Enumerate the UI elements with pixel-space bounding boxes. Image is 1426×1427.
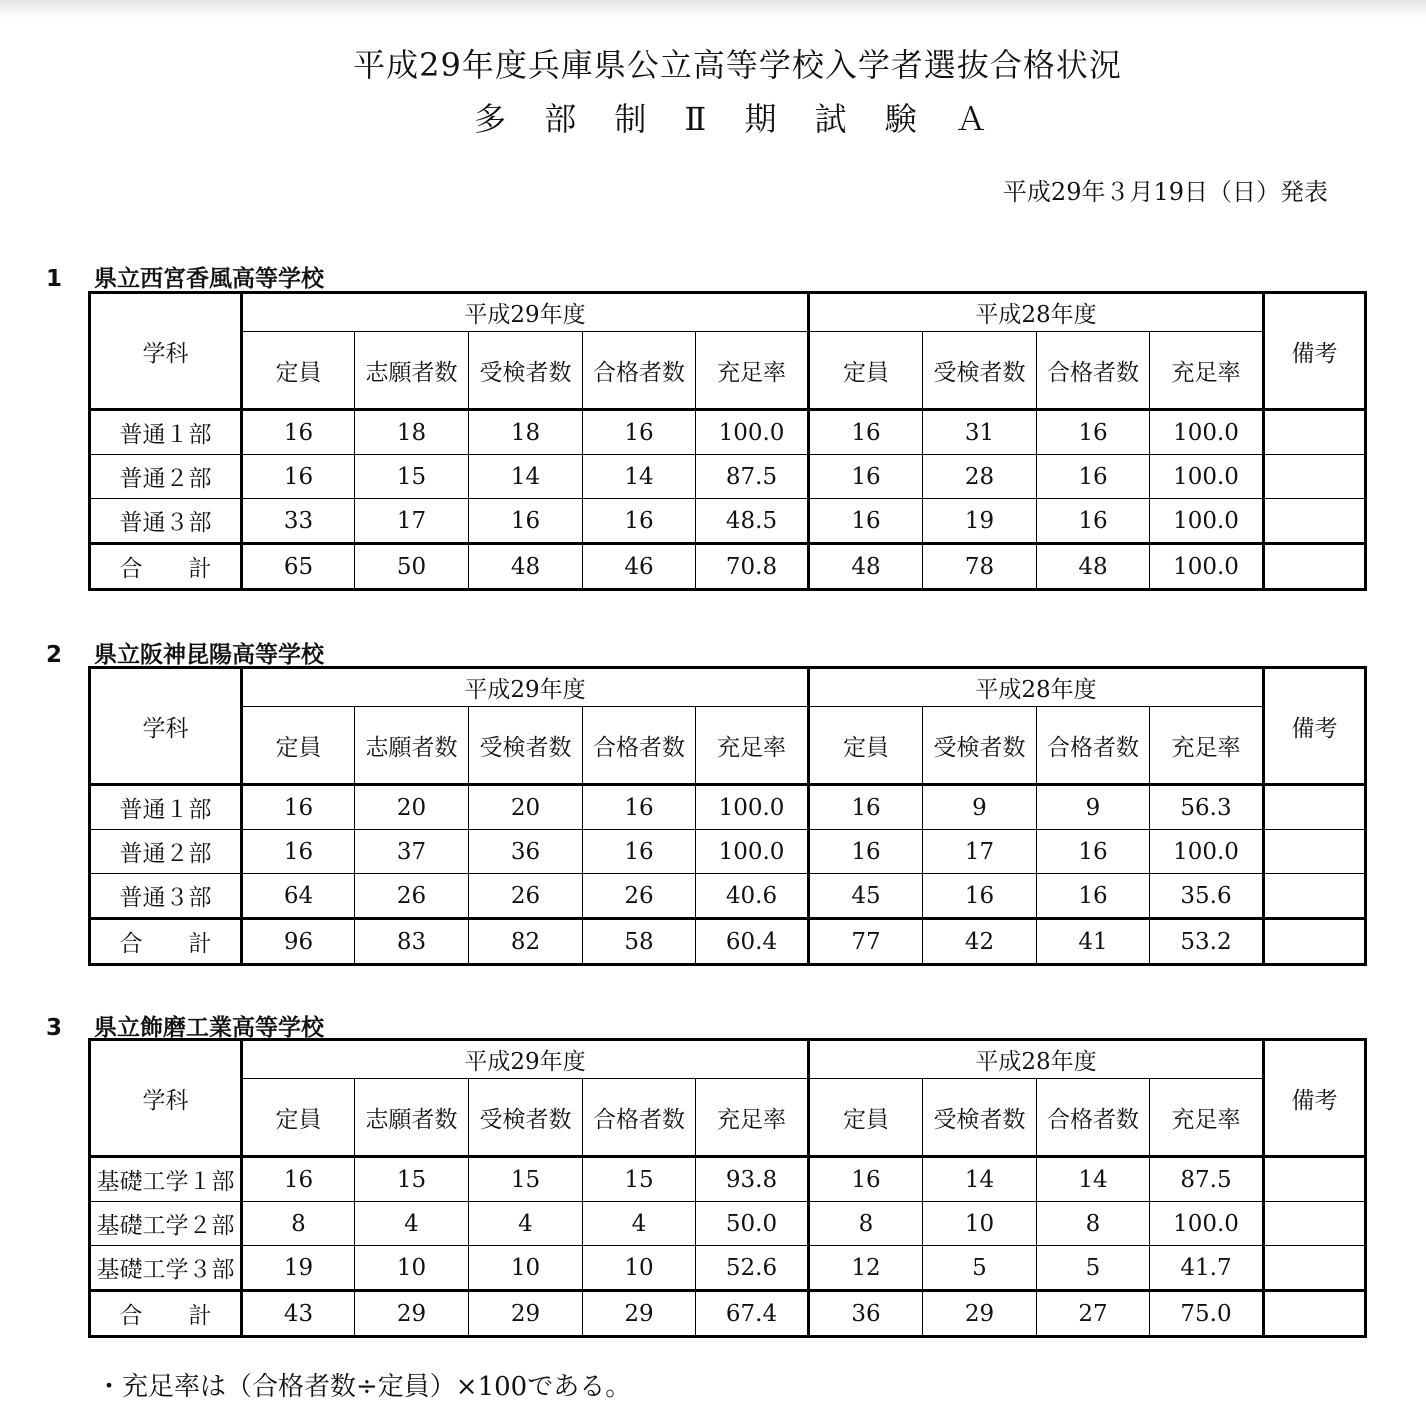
cell-subject: 合 計 (90, 919, 242, 965)
cell-current: 52.6 (696, 1246, 809, 1291)
cell-subject: 普通１部 (90, 410, 242, 455)
cell-remarks (1264, 1157, 1366, 1202)
school-number: 3 (46, 1015, 63, 1041)
header-teiin: 定員 (242, 1079, 355, 1157)
cell-current: 100.0 (696, 410, 809, 455)
cell-current: 14 (583, 455, 696, 499)
header-year-previous: 平成28年度 (809, 1040, 1264, 1079)
cell-previous: 16 (1037, 499, 1150, 544)
cell-current: 60.4 (696, 919, 809, 965)
cell-remarks (1264, 785, 1366, 830)
table-row (90, 830, 1366, 874)
cell-current: 48.5 (696, 499, 809, 544)
table-row (90, 410, 1366, 455)
cell-previous: 16 (809, 499, 923, 544)
header-prev-juken: 受検者数 (923, 332, 1037, 410)
cell-current: 18 (469, 410, 583, 455)
header-prev-teiin: 定員 (809, 1079, 923, 1157)
cell-previous: 12 (809, 1246, 923, 1291)
top-shade (0, 0, 1426, 18)
cell-current: 29 (583, 1291, 696, 1337)
cell-current: 100.0 (696, 785, 809, 830)
cell-previous: 8 (809, 1202, 923, 1246)
cell-remarks (1264, 919, 1366, 965)
result-table (88, 291, 1367, 591)
cell-current: 26 (469, 874, 583, 919)
header-juken: 受検者数 (469, 707, 583, 785)
cell-current: 26 (583, 874, 696, 919)
cell-previous: 45 (809, 874, 923, 919)
cell-subject: 普通３部 (90, 499, 242, 544)
cell-current: 4 (469, 1202, 583, 1246)
header-year-previous: 平成28年度 (809, 668, 1264, 707)
cell-current: 83 (355, 919, 469, 965)
cell-current: 65 (242, 544, 355, 590)
cell-remarks (1264, 499, 1366, 544)
cell-current: 87.5 (696, 455, 809, 499)
cell-previous: 53.2 (1150, 919, 1264, 965)
cell-current: 16 (242, 830, 355, 874)
cell-current: 20 (355, 785, 469, 830)
page-title: 平成29年度兵庫県公立高等学校入学者選抜合格状況 (353, 46, 1122, 84)
cell-previous: 16 (1037, 410, 1150, 455)
cell-remarks (1264, 1202, 1366, 1246)
cell-previous: 16 (1037, 455, 1150, 499)
cell-current: 50.0 (696, 1202, 809, 1246)
cell-previous: 100.0 (1150, 1202, 1264, 1246)
header-subject: 学科 (90, 668, 242, 785)
cell-remarks (1264, 830, 1366, 874)
cell-previous: 14 (1037, 1157, 1150, 1202)
cell-subject: 普通２部 (90, 830, 242, 874)
cell-previous: 8 (1037, 1202, 1150, 1246)
cell-previous: 16 (923, 874, 1037, 919)
header-prev-goukaku: 合格者数 (1037, 332, 1150, 410)
header-remarks: 備考 (1264, 668, 1366, 785)
header-prev-jusoku: 充足率 (1150, 332, 1264, 410)
cell-previous: 100.0 (1150, 455, 1264, 499)
cell-current: 43 (242, 1291, 355, 1337)
school-number: 1 (46, 266, 63, 292)
cell-current: 33 (242, 499, 355, 544)
cell-previous: 9 (1037, 785, 1150, 830)
cell-subject: 合 計 (90, 1291, 242, 1337)
cell-previous: 16 (1037, 874, 1150, 919)
cell-current: 10 (355, 1246, 469, 1291)
table-row (90, 1246, 1366, 1291)
cell-previous: 17 (923, 830, 1037, 874)
cell-current: 37 (355, 830, 469, 874)
cell-current: 96 (242, 919, 355, 965)
header-jusoku: 充足率 (696, 332, 809, 410)
cell-previous: 100.0 (1150, 499, 1264, 544)
cell-current: 20 (469, 785, 583, 830)
table-row (90, 874, 1366, 919)
cell-subject: 普通１部 (90, 785, 242, 830)
cell-current: 16 (242, 1157, 355, 1202)
cell-previous: 19 (923, 499, 1037, 544)
cell-current: 29 (469, 1291, 583, 1337)
cell-previous: 16 (809, 1157, 923, 1202)
header-goukaku: 合格者数 (583, 707, 696, 785)
school-name: 県立西宮香風高等学校 (94, 266, 324, 292)
total-row (90, 544, 1366, 590)
cell-current: 100.0 (696, 830, 809, 874)
cell-previous: 16 (809, 785, 923, 830)
header-prev-jusoku: 充足率 (1150, 707, 1264, 785)
cell-current: 93.8 (696, 1157, 809, 1202)
cell-subject: 普通３部 (90, 874, 242, 919)
cell-current: 19 (242, 1246, 355, 1291)
header-prev-jusoku: 充足率 (1150, 1079, 1264, 1157)
header-juken: 受検者数 (469, 332, 583, 410)
cell-current: 4 (583, 1202, 696, 1246)
cell-previous: 28 (923, 455, 1037, 499)
school-name: 県立阪神昆陽高等学校 (94, 642, 324, 668)
cell-subject: 合 計 (90, 544, 242, 590)
cell-current: 16 (583, 830, 696, 874)
cell-current: 8 (242, 1202, 355, 1246)
cell-current: 16 (583, 410, 696, 455)
cell-current: 15 (355, 455, 469, 499)
cell-remarks (1264, 1291, 1366, 1337)
header-shigan: 志願者数 (355, 1079, 469, 1157)
cell-current: 10 (469, 1246, 583, 1291)
total-row (90, 919, 1366, 965)
cell-current: 82 (469, 919, 583, 965)
header-year-previous: 平成28年度 (809, 293, 1264, 332)
cell-current: 46 (583, 544, 696, 590)
cell-previous: 35.6 (1150, 874, 1264, 919)
cell-previous: 100.0 (1150, 544, 1264, 590)
cell-previous: 100.0 (1150, 830, 1264, 874)
cell-remarks (1264, 410, 1366, 455)
cell-current: 15 (355, 1157, 469, 1202)
cell-current: 40.6 (696, 874, 809, 919)
table-row (90, 499, 1366, 544)
cell-subject: 基礎工学３部 (90, 1246, 242, 1291)
cell-current: 26 (355, 874, 469, 919)
header-shigan: 志願者数 (355, 332, 469, 410)
header-jusoku: 充足率 (696, 707, 809, 785)
cell-current: 14 (469, 455, 583, 499)
header-subject: 学科 (90, 293, 242, 410)
header-teiin: 定員 (242, 707, 355, 785)
header-prev-juken: 受検者数 (923, 1079, 1037, 1157)
cell-current: 16 (583, 785, 696, 830)
cell-current: 29 (355, 1291, 469, 1337)
cell-previous: 16 (809, 455, 923, 499)
cell-previous: 77 (809, 919, 923, 965)
cell-previous: 9 (923, 785, 1037, 830)
cell-previous: 48 (809, 544, 923, 590)
cell-previous: 41.7 (1150, 1246, 1264, 1291)
header-jusoku: 充足率 (696, 1079, 809, 1157)
cell-current: 16 (242, 410, 355, 455)
page-subtitle: 多 部 制 Ⅱ 期 試 験 Ａ (474, 100, 1001, 138)
cell-previous: 78 (923, 544, 1037, 590)
cell-current: 16 (242, 785, 355, 830)
cell-current: 16 (242, 455, 355, 499)
header-prev-teiin: 定員 (809, 332, 923, 410)
header-prev-goukaku: 合格者数 (1037, 707, 1150, 785)
school-heading (46, 636, 324, 669)
cell-previous: 16 (809, 410, 923, 455)
header-remarks: 備考 (1264, 1040, 1366, 1157)
cell-current: 48 (469, 544, 583, 590)
cell-current: 58 (583, 919, 696, 965)
cell-current: 70.8 (696, 544, 809, 590)
cell-previous: 5 (1037, 1246, 1150, 1291)
header-goukaku: 合格者数 (583, 1079, 696, 1157)
cell-current: 64 (242, 874, 355, 919)
cell-current: 67.4 (696, 1291, 809, 1337)
cell-subject: 基礎工学２部 (90, 1202, 242, 1246)
header-prev-juken: 受検者数 (923, 707, 1037, 785)
cell-previous: 42 (923, 919, 1037, 965)
result-table (88, 1038, 1367, 1338)
school-number: 2 (46, 642, 63, 668)
header-teiin: 定員 (242, 332, 355, 410)
cell-previous: 27 (1037, 1291, 1150, 1337)
result-table (88, 666, 1367, 966)
header-shigan: 志願者数 (355, 707, 469, 785)
cell-current: 10 (583, 1246, 696, 1291)
total-row (90, 1291, 1366, 1337)
header-prev-teiin: 定員 (809, 707, 923, 785)
header-prev-goukaku: 合格者数 (1037, 1079, 1150, 1157)
cell-previous: 100.0 (1150, 410, 1264, 455)
cell-current: 50 (355, 544, 469, 590)
cell-current: 36 (469, 830, 583, 874)
header-year-current: 平成29年度 (242, 1040, 809, 1079)
cell-previous: 36 (809, 1291, 923, 1337)
header-juken: 受検者数 (469, 1079, 583, 1157)
cell-current: 4 (355, 1202, 469, 1246)
cell-previous: 10 (923, 1202, 1037, 1246)
cell-remarks (1264, 1246, 1366, 1291)
cell-previous: 5 (923, 1246, 1037, 1291)
table-row (90, 1202, 1366, 1246)
header-goukaku: 合格者数 (583, 332, 696, 410)
cell-previous: 31 (923, 410, 1037, 455)
cell-previous: 75.0 (1150, 1291, 1264, 1337)
cell-remarks (1264, 874, 1366, 919)
header-year-current: 平成29年度 (242, 668, 809, 707)
cell-current: 17 (355, 499, 469, 544)
table-row (90, 455, 1366, 499)
cell-subject: 基礎工学１部 (90, 1157, 242, 1202)
cell-previous: 56.3 (1150, 785, 1264, 830)
cell-previous: 16 (809, 830, 923, 874)
cell-subject: 普通２部 (90, 455, 242, 499)
cell-current: 18 (355, 410, 469, 455)
table-row (90, 1157, 1366, 1202)
school-heading (46, 260, 324, 293)
cell-current: 15 (583, 1157, 696, 1202)
cell-previous: 48 (1037, 544, 1150, 590)
cell-current: 16 (469, 499, 583, 544)
header-remarks: 備考 (1264, 293, 1366, 410)
cell-previous: 41 (1037, 919, 1150, 965)
cell-previous: 16 (1037, 830, 1150, 874)
cell-remarks (1264, 455, 1366, 499)
header-year-current: 平成29年度 (242, 293, 809, 332)
cell-current: 15 (469, 1157, 583, 1202)
cell-previous: 29 (923, 1291, 1037, 1337)
announce-date: 平成29年３月19日（日）発表 (1002, 178, 1328, 206)
header-subject: 学科 (90, 1040, 242, 1157)
footnote: ・充足率は（合格者数÷定員）×100である。 (96, 1372, 632, 1402)
cell-previous: 87.5 (1150, 1157, 1264, 1202)
cell-current: 16 (583, 499, 696, 544)
school-name: 県立飾磨工業高等学校 (94, 1015, 324, 1041)
cell-remarks (1264, 544, 1366, 590)
cell-previous: 14 (923, 1157, 1037, 1202)
table-row (90, 785, 1366, 830)
